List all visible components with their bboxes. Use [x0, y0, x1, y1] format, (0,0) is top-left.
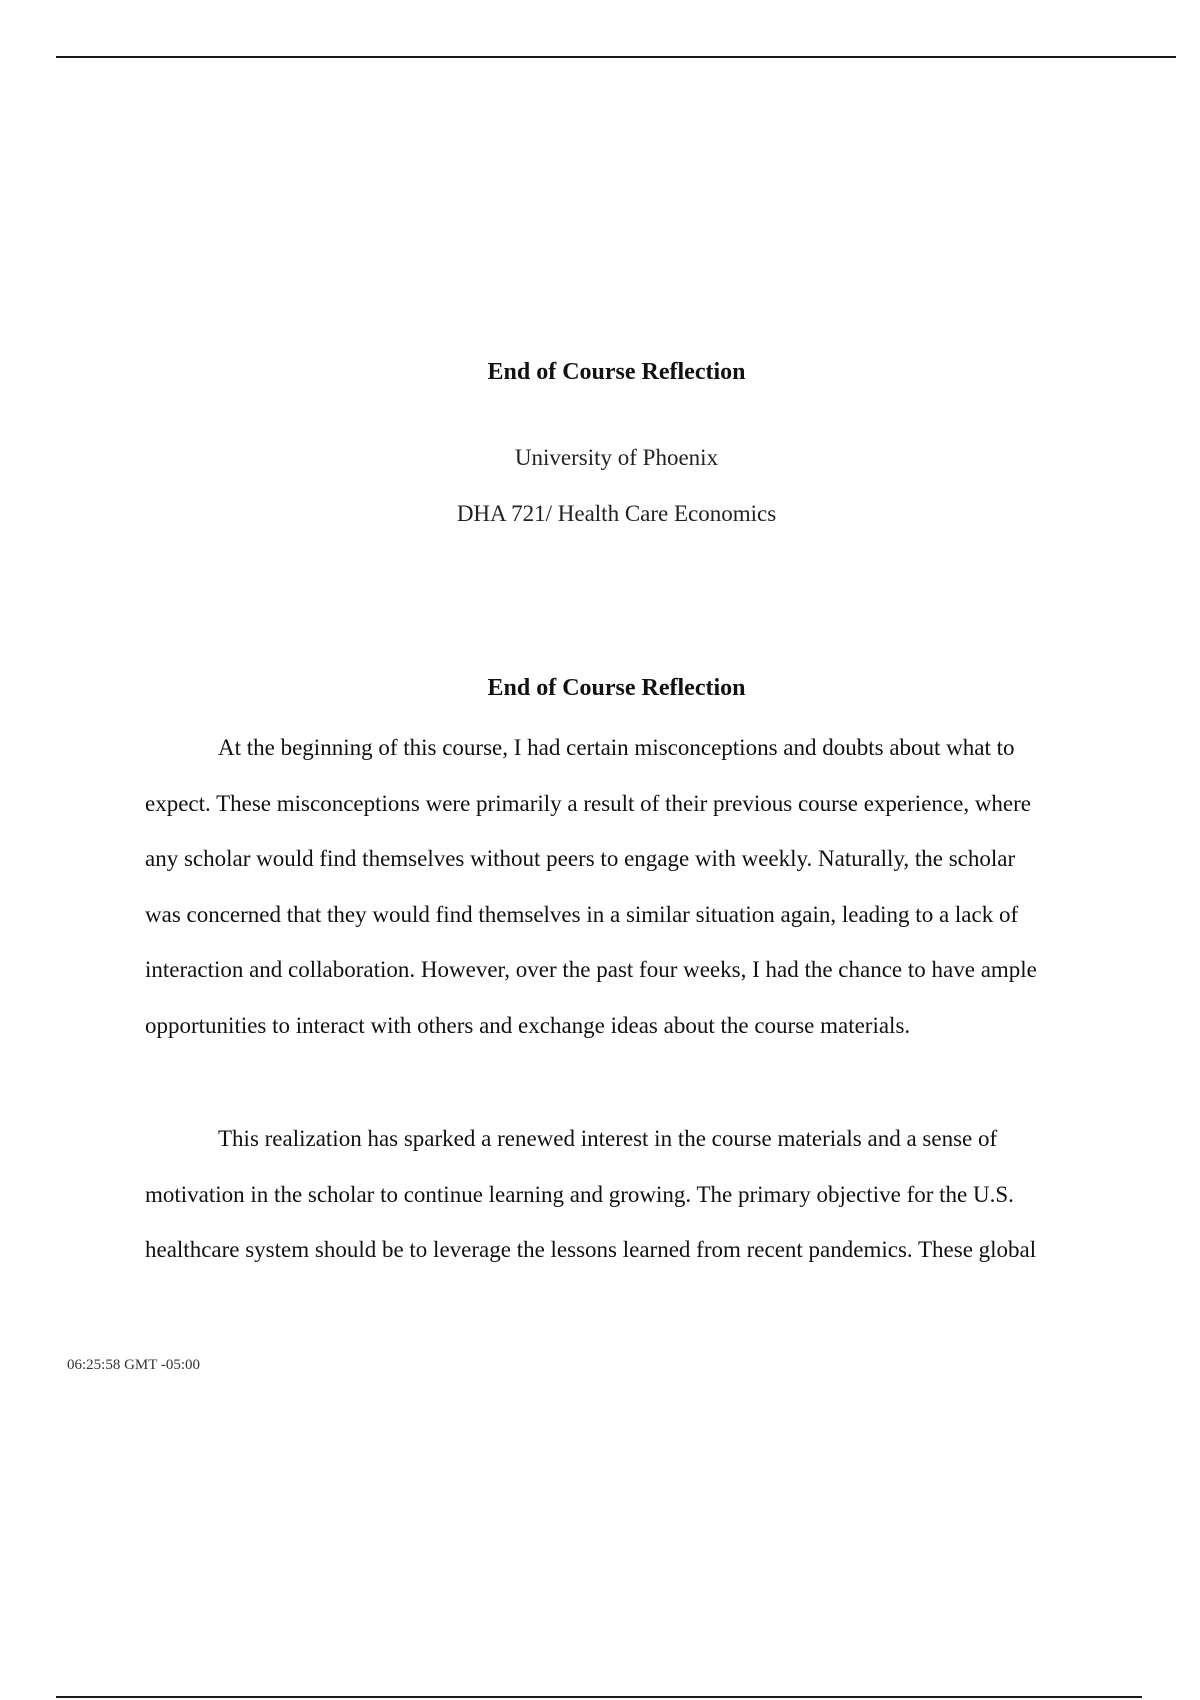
- paragraph-line: opportunities to interact with others and exchange ideas about the course materials.: [145, 1012, 911, 1038]
- bottom-rule: [56, 1696, 1142, 1698]
- paragraph-line: was concerned that they would find themselves in a similar situation again, leading to a lack of: [145, 901, 1019, 927]
- title-page-heading: End of Course Reflection: [487, 359, 746, 385]
- course-name: DHA 721/ Health Care Economics: [456, 501, 777, 526]
- paragraph-1: [145, 720, 1090, 1053]
- university-name: University of Phoenix: [514, 445, 719, 470]
- timestamp: 06:25:58 GMT -05:00: [67, 1357, 201, 1373]
- paragraph-line: healthcare system should be to leverage the lessons learned from recent pandemics. These global: [145, 1237, 1037, 1262]
- paragraph-line: motivation in the scholar to continue learning and growing. The primary objective for the U.S.: [145, 1181, 1014, 1207]
- paragraph-line: expect. These misconceptions were primarily a result of their previous course experience, where: [145, 790, 1032, 816]
- paragraph-line: This realization has sparked a renewed interest in the course materials and a sense of: [218, 1126, 998, 1151]
- paragraph-line: At the beginning of this course, I had certain misconceptions and doubts about what to: [218, 735, 1015, 760]
- paragraph-line: any scholar would find themselves without peers to engage with weekly. Naturally, the scholar: [145, 846, 1016, 871]
- body-heading: End of Course Reflection: [487, 675, 746, 701]
- top-rule: [56, 56, 1176, 58]
- paragraph-2: [145, 1111, 1090, 1278]
- paragraph-line: interaction and collaboration. However, over the past four weeks, I had the chance to have ample: [145, 957, 1037, 982]
